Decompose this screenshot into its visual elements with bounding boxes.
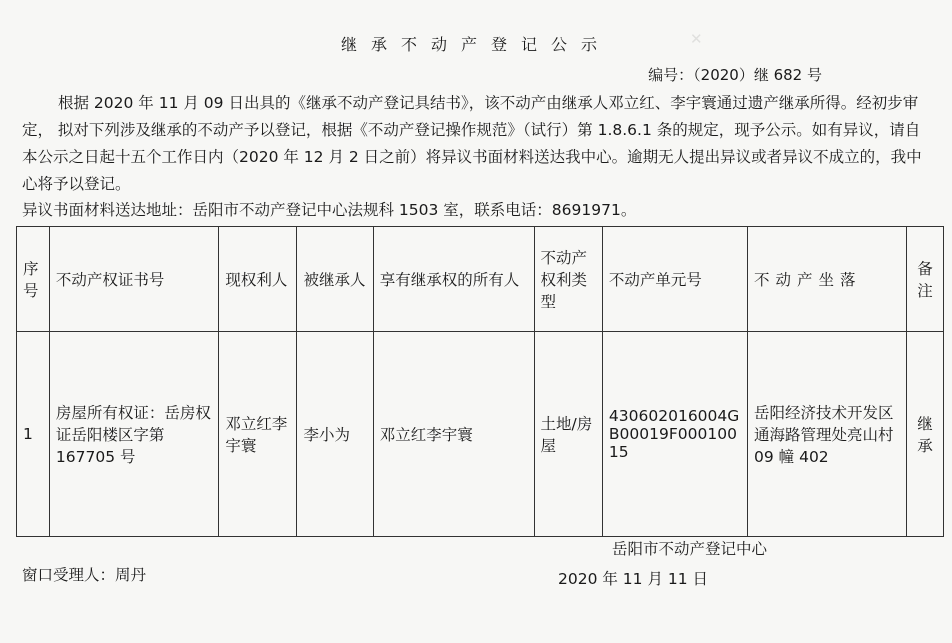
cell-unit-no: 430602016004GB00019F00010015: [602, 332, 747, 537]
notice-date: 2020 年 11 月 11 日: [558, 570, 709, 588]
cell-heirs: 邓立红李宇寰: [373, 332, 534, 537]
cell-cert: 房屋所有权证：岳房权证岳阳楼区字第 167705 号: [49, 332, 218, 537]
cell-decedent: 李小为: [297, 332, 373, 537]
property-table: [16, 226, 944, 537]
header-no: 序号: [17, 227, 50, 332]
header-note: 备注: [907, 227, 944, 332]
header-unit-no: 不动产单元号: [602, 227, 747, 332]
header-heirs: 享有继承权的所有人: [373, 227, 534, 332]
notice-title: 继承不动产登记公示: [340, 35, 611, 54]
header-location: 不动产坐落: [748, 227, 907, 332]
header-decedent: 被继承人: [297, 227, 373, 332]
header-right-type: 不动产权利类型: [534, 227, 602, 332]
header-owner: 现权利人: [219, 227, 297, 332]
cell-location: 岳阳经济技术开发区通海路管理处亮山村 09 幢 402: [748, 332, 907, 537]
table-row: [17, 332, 944, 537]
cell-note: 继承: [907, 332, 944, 537]
cell-no: 1: [17, 332, 50, 537]
header-cert: 不动产权证书号: [49, 227, 218, 332]
cell-right-type: 土地/房屋: [534, 332, 602, 537]
issuing-center: 岳阳市不动产登记中心: [612, 540, 768, 558]
notice-paragraph: 根据 2020 年 11 月 09 日出具的《继承不动产登记具结书》，该不动产由继承人邓立红、李宇寰通过遗产继承所得。经初步审定， 拟对下列涉及继承的不动产予以登记，根据《不动产登记操作规范》（试行）第 1.8.6.1 条的规定，现予公示。如有异议，请自本公示之日起十五个工作日内（2020 年 12 月 2 日之前）将异议书面材料送达我中心。逾期无人提出异议或者异议不成立的，我中心将予以登记。: [22, 94, 922, 193]
objection-address: 异议书面材料送达地址：岳阳市不动产登记中心法规科 1503 室，联系电话：8691971。: [22, 201, 637, 219]
table-header-row: [17, 227, 944, 332]
show-through-text: ✕: [690, 30, 703, 48]
window-clerk: 窗口受理人：周丹: [22, 566, 147, 584]
cell-owner: 邓立红李宇寰: [219, 332, 297, 537]
document-number: 编号：（2020）继 682 号: [648, 66, 822, 84]
